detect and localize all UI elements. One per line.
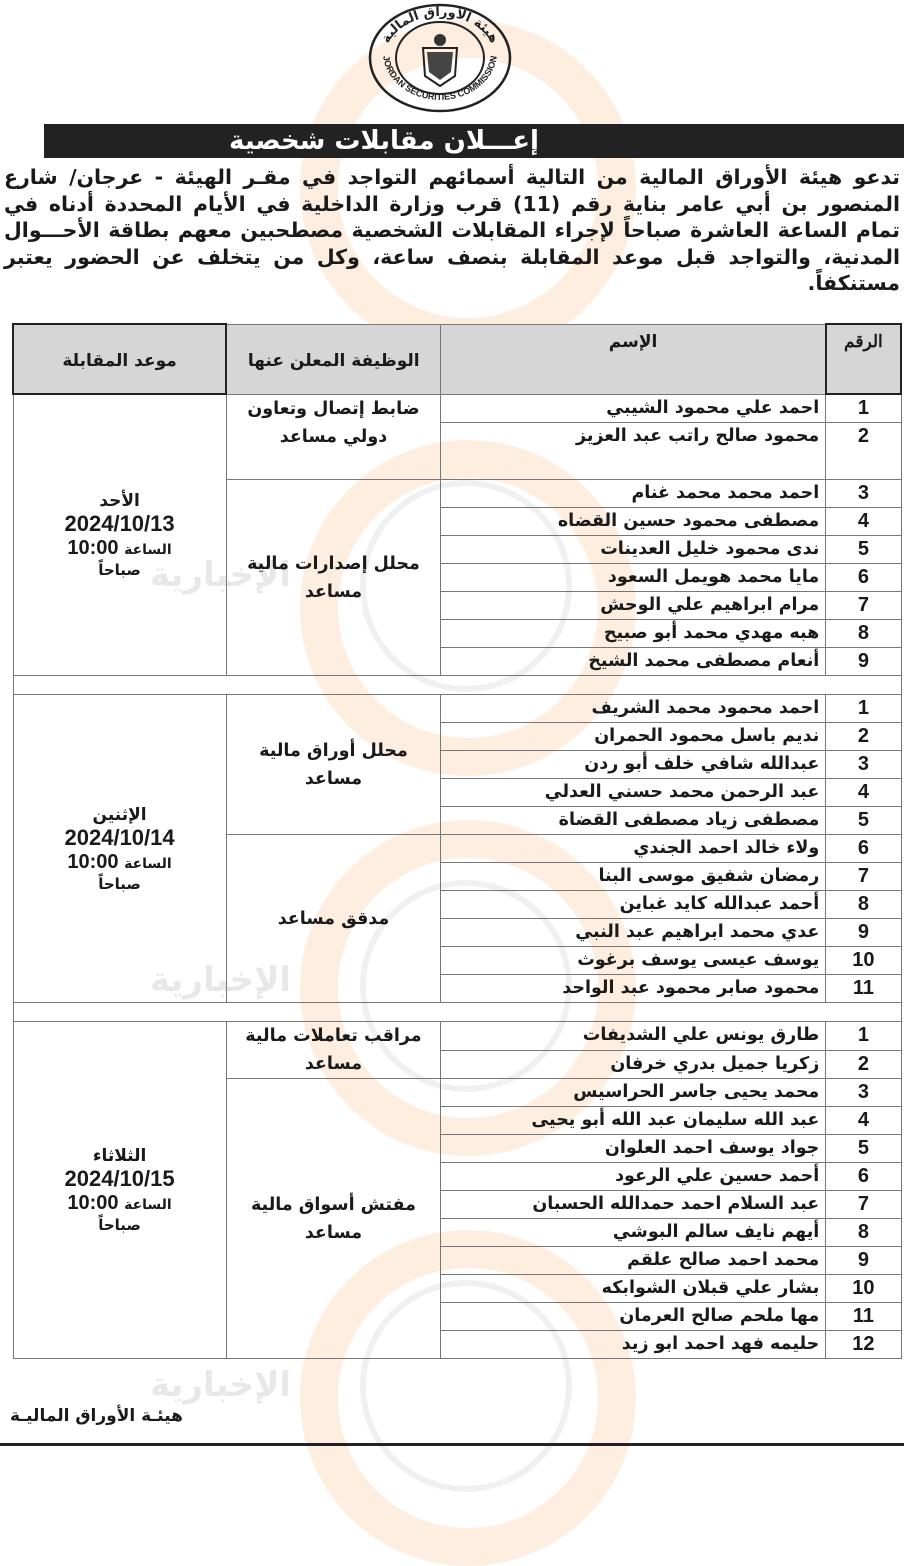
job-title: مفتش أسواق مالية مساعد: [226, 1079, 441, 1359]
candidate-name: رمضان شفيق موسى البنا: [441, 863, 826, 891]
table-row: [13, 1022, 901, 1051]
interview-period: صباحاً: [98, 874, 141, 893]
candidate-name: محمد يحيى جاسر الحراسيس: [441, 1079, 826, 1107]
candidate-name: أحمد حسين علي الرعود: [441, 1163, 826, 1191]
table-header-row: [13, 324, 901, 394]
interview-date-cell: [13, 394, 226, 676]
row-number: 4: [826, 779, 901, 807]
candidate-name: أنعام مصطفى محمد الشيخ: [441, 648, 826, 676]
jsc-logo: [365, 2, 515, 114]
interview-date: 2024/10/14: [64, 824, 175, 850]
candidate-name: عبدالله شافي خلف أبو ردن: [441, 751, 826, 779]
job-title: مراقب تعاملات مالية مساعد: [226, 1022, 441, 1079]
candidate-name: مها ملحم صالح العرمان: [441, 1303, 826, 1331]
row-number: 2: [826, 723, 901, 751]
row-number: 12: [826, 1331, 901, 1359]
row-number: 4: [826, 1107, 901, 1135]
candidate-name: زكريا جميل بدري خرفان: [441, 1050, 826, 1079]
candidate-name: نديم باسل محمود الحمران: [441, 723, 826, 751]
row-number: 8: [826, 891, 901, 919]
candidate-name: بشار علي قبلان الشوابكه: [441, 1275, 826, 1303]
row-number: 2: [826, 423, 901, 480]
candidate-name: ولاء خالد احمد الجندي: [441, 835, 826, 863]
row-number: 8: [826, 620, 901, 648]
watermark-text: الإخبارية: [150, 555, 292, 595]
candidate-name: عبد الله سليمان عبد الله أبو يحيى: [441, 1107, 826, 1135]
candidate-name: احمد محمود محمد الشريف: [441, 695, 826, 723]
footer-divider: [0, 1443, 904, 1446]
signature: هيئـة الأوراق الماليـة: [10, 1406, 183, 1426]
candidate-name: هبه مهدي محمد أبو صبيح: [441, 620, 826, 648]
interview-date-cell: [13, 1022, 226, 1359]
candidate-name: مرام ابراهيم علي الوحش: [441, 592, 826, 620]
row-number: 9: [826, 919, 901, 947]
interview-time: الساعة 10:00: [67, 537, 172, 559]
candidate-name: عدي محمد ابراهيم عبد النبي: [441, 919, 826, 947]
row-number: 8: [826, 1219, 901, 1247]
page-title-bar: [44, 124, 904, 158]
row-number: 11: [826, 975, 901, 1003]
row-number: 1: [826, 695, 901, 723]
row-number: 3: [826, 1079, 901, 1107]
row-number: 6: [826, 1163, 901, 1191]
row-number: 6: [826, 835, 901, 863]
header-number: الرقم: [826, 324, 901, 394]
interview-day: الإثنين: [92, 804, 147, 825]
candidate-name: حليمه فهد احمد ابو زيد: [441, 1331, 826, 1359]
row-number: 5: [826, 807, 901, 835]
candidate-name: أحمد عبدالله كايد غباين: [441, 891, 826, 919]
candidate-name: محمود صالح راتب عبد العزيز: [441, 423, 826, 480]
candidate-name: مصطفى زياد مصطفى القضاة: [441, 807, 826, 835]
job-title: مدقق مساعد: [226, 835, 441, 1003]
section-separator: [13, 676, 901, 695]
candidate-name: يوسف عيسى يوسف برغوث: [441, 947, 826, 975]
candidate-name: ندى محمود خليل العدينات: [441, 536, 826, 564]
header-name: الإسم: [441, 324, 826, 394]
row-number: 4: [826, 508, 901, 536]
table-row: [13, 394, 901, 423]
row-number: 7: [826, 1191, 901, 1219]
job-title: ضابط إتصال وتعاون دولي مساعد: [226, 394, 441, 480]
row-number: 10: [826, 1275, 901, 1303]
row-number: 9: [826, 648, 901, 676]
candidate-name: احمد محمد محمد غنام: [441, 480, 826, 508]
row-number: 7: [826, 863, 901, 891]
row-number: 3: [826, 480, 901, 508]
separator-cell: [13, 676, 901, 695]
job-title: محلل أوراق مالية مساعد: [226, 695, 441, 835]
svg-text:JORDAN SECURITIES COMMISSION: JORDAN SECURITIES COMMISSION: [381, 54, 499, 103]
section-separator: [13, 1003, 901, 1022]
candidate-name: مصطفى محمود حسين القضاه: [441, 508, 826, 536]
header-job: الوظيفة المعلن عنها: [226, 324, 441, 394]
table-row: [13, 695, 901, 723]
candidate-name: جواد يوسف احمد العلوان: [441, 1135, 826, 1163]
interview-date-cell: [13, 695, 226, 1003]
row-number: 11: [826, 1303, 901, 1331]
row-number: 1: [826, 394, 901, 423]
candidate-name: محمد احمد صالح علقم: [441, 1247, 826, 1275]
interview-schedule-table: [12, 323, 902, 1359]
candidate-name: عبد الرحمن محمد حسني العدلي: [441, 779, 826, 807]
row-number: 7: [826, 592, 901, 620]
jsc-emblem-icon: [365, 2, 515, 114]
interview-date: 2024/10/15: [64, 1166, 175, 1191]
candidate-name: مايا محمد هويمل السعود: [441, 564, 826, 592]
row-number: 3: [826, 751, 901, 779]
interview-date: 2024/10/13: [64, 511, 175, 536]
job-title: محلل إصدارات مالية مساعد: [226, 480, 441, 676]
header-date: موعد المقابلة: [13, 324, 226, 394]
row-number: 2: [826, 1050, 901, 1079]
interview-period: صباحاً: [98, 1216, 141, 1234]
interview-time: الساعة 10:00: [67, 1192, 172, 1214]
row-number: 1: [826, 1022, 901, 1051]
candidate-name: طارق يونس علي الشديفات: [441, 1022, 826, 1051]
interview-day: الأحد: [99, 491, 140, 511]
intro-paragraph: تدعو هيئة الأوراق المالية من التالية أسمائهم التواجد في مقـر الهيئة - عرجان/ شارع المنصور بن أبي عامر بناية رقم (11) قرب وزارة الداخلية في الأيام المحددة أدناه في تمام الساعة العاشرة صباحاً لإجراء المقابلات الشخصية مصطحبين معهم بطاقة الأحـــوال المدنية، والتواجد قبل موعد المقابلة بنصف ساعة، وكل من يتخلف عن الحضور يعتبر مستنكفاً.: [4, 165, 900, 295]
svg-text:هيئة الأوراق المالية: هيئة الأوراق المالية: [378, 4, 502, 46]
table-body: [13, 394, 901, 1359]
watermark-text: الإخبارية: [150, 1365, 292, 1405]
page-title: إعـــلان مقابلات شخصية: [229, 126, 539, 156]
candidate-name: عبد السلام احمد حمدالله الحسبان: [441, 1191, 826, 1219]
candidate-name: احمد علي محمود الشيبي: [441, 394, 826, 423]
row-number: 10: [826, 947, 901, 975]
row-number: 9: [826, 1247, 901, 1275]
row-number: 6: [826, 564, 901, 592]
interview-day: الثلاثاء: [92, 1146, 147, 1166]
interview-time: الساعة 10:00: [67, 850, 172, 873]
candidate-name: محمود صابر محمود عبد الواحد: [441, 975, 826, 1003]
interview-period: صباحاً: [98, 561, 141, 579]
candidate-name: أيهم نايف سالم البوشي: [441, 1219, 826, 1247]
separator-cell: [13, 1003, 901, 1022]
row-number: 5: [826, 1135, 901, 1163]
watermark-text: الإخبارية: [150, 960, 292, 1000]
row-number: 5: [826, 536, 901, 564]
